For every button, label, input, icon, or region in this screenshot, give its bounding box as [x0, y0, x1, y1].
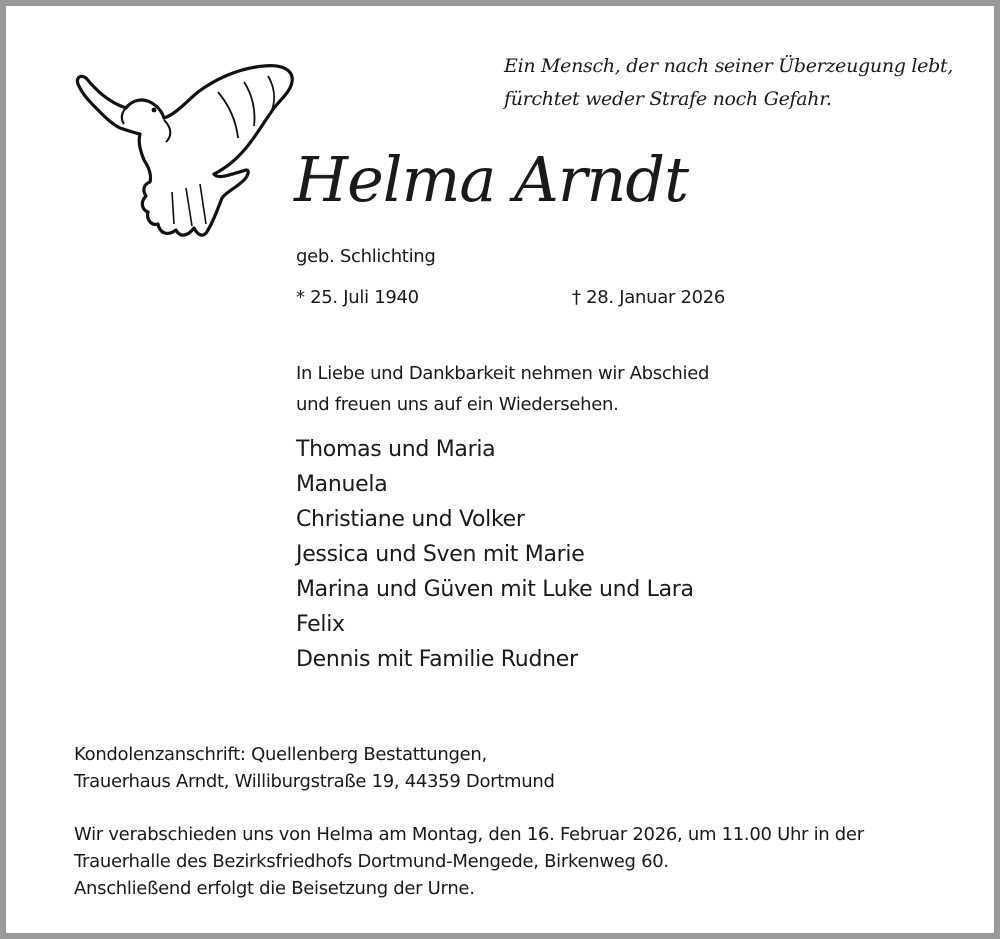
service-line-1: Wir verabschieden uns von Helma am Montag, den 16. Februar 2026, um 11.00 Uhr in der	[74, 824, 864, 845]
service-info	[74, 821, 864, 902]
mourner: Jessica und Sven mit Marie	[296, 542, 585, 567]
death-date: † 28. Januar 2026	[572, 287, 726, 308]
farewell-text	[296, 358, 709, 420]
dove-icon	[68, 64, 298, 244]
mourner: Christiane und Volker	[296, 507, 525, 532]
quote-line-1: Ein Mensch, der nach seiner Überzeugung lebt,	[504, 55, 954, 77]
quote	[504, 50, 953, 116]
quote-line-2: fürchtet weder Strafe noch Gefahr.	[504, 88, 832, 110]
condolence-line-2: Trauerhaus Arndt, Williburgstraße 19, 44359 Dortmund	[74, 771, 555, 792]
mourner: Dennis mit Familie Rudner	[296, 647, 578, 672]
mourners-list	[296, 432, 694, 677]
mourner: Marina und Güven mit Luke und Lara	[296, 577, 694, 602]
mourner: Felix	[296, 612, 345, 637]
condolence-line-1: Kondolenzanschrift: Quellenberg Bestattungen,	[74, 744, 487, 765]
service-line-2: Trauerhalle des Bezirksfriedhofs Dortmund-Mengede, Birkenweg 60.	[74, 851, 669, 872]
deceased-name: Helma Arndt	[294, 143, 688, 216]
farewell-line-1: In Liebe und Dankbarkeit nehmen wir Abschied	[296, 363, 710, 384]
condolence-address	[74, 741, 555, 795]
service-line-3: Anschließend erfolgt die Beisetzung der Urne.	[74, 878, 475, 899]
mourner: Manuela	[296, 472, 388, 497]
birth-name: geb. Schlichting	[296, 246, 436, 267]
birth-date: * 25. Juli 1940	[296, 287, 419, 308]
farewell-line-2: und freuen uns auf ein Wiedersehen.	[296, 394, 619, 415]
mourner: Thomas und Maria	[296, 437, 496, 462]
